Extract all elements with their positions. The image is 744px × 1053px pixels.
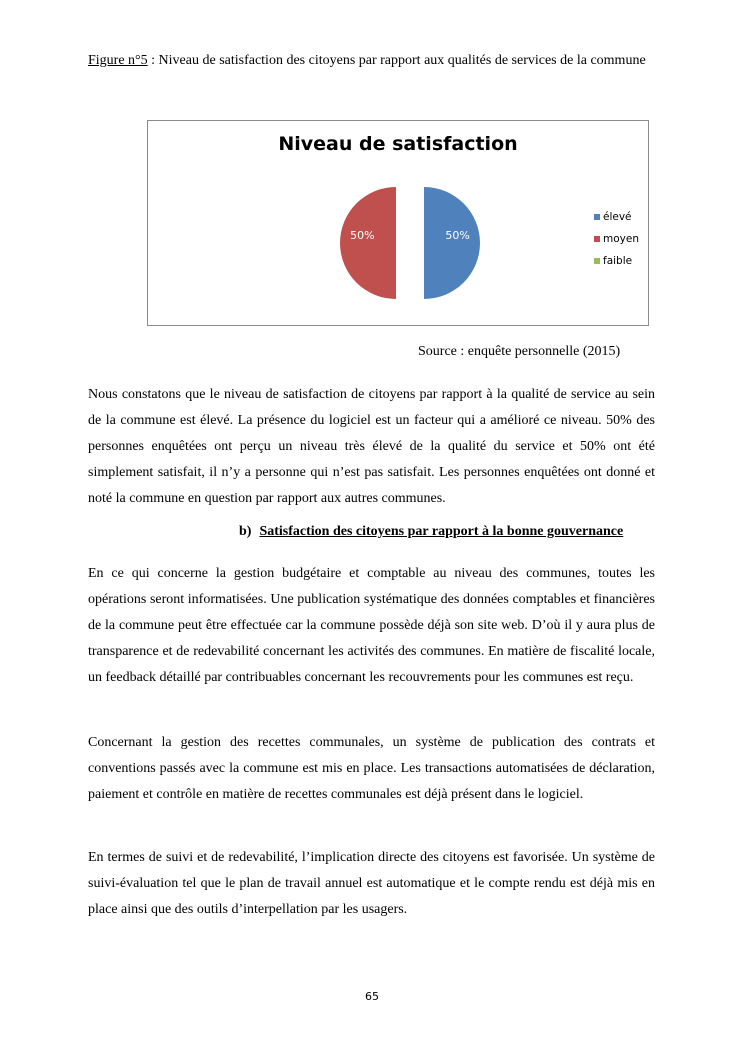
paragraph-budget: En ce qui concerne la gestion budgétaire et comptable au niveau des communes, toutes les opérations seront informatisées. Une publication systématique des données comptables et financières de la commune peut être effectuée car la commune possède déjà son site web. D’où il y aura plus de transparence et de redevabilité concernant les activités des communes. En matière de fiscalité locale, un feedback détaillé par contribuables concernant les recouvrements pour les communes est reçu. — [88, 566, 655, 685]
section-heading-text: Satisfaction des citoyens par rapport à la bonne gouvernance — [259, 524, 624, 539]
section-heading — [239, 524, 623, 540]
pie-data-label-1: 50% — [445, 229, 470, 242]
legend-label-1: élevé — [603, 211, 632, 223]
figure-caption — [88, 48, 655, 74]
pie-chart — [147, 120, 649, 326]
pie-chart-svg — [148, 121, 648, 325]
section-marker: b) — [239, 524, 252, 539]
paragraph-accountability: En termes de suivi et de redevabilité, l’implication directe des citoyens est favorisée. Un système de suivi-évaluation tel que le plan de travail annuel est automatique et le compte rendu est déjà mis en place ainsi que des outils d’interpellation par les usagers. — [88, 850, 655, 917]
legend-swatch-1 — [594, 214, 600, 220]
legend-swatch-3 — [594, 258, 600, 264]
pie-data-label-2: 50% — [350, 229, 375, 242]
pie-slice-2 — [340, 187, 396, 299]
figure-source: Source : enquête personnelle (2015) — [418, 344, 621, 359]
legend-label-3: faible — [603, 255, 633, 267]
legend-swatch-2 — [594, 236, 600, 242]
chart-title: Niveau de satisfaction — [278, 133, 518, 155]
page-number: 65 — [365, 990, 379, 1003]
figure-label: Figure n°5 — [88, 53, 148, 68]
paragraph-analysis: Nous constatons que le niveau de satisfaction de citoyens par rapport à la qualité de service au sein de la commune est élevé. La présence du logiciel est un facteur qui a amélioré ce niveau. 50% des personnes enquêtées ont perçu un niveau très élevé de la qualité du service et 50% ont été simplement satisfait, il n’y a personne qui n’est pas satisfait. Les personnes enquêtées ont donné et noté la commune en question par rapport aux autres communes. — [88, 387, 655, 506]
legend-label-2: moyen — [603, 233, 639, 245]
figure-caption-text: : Niveau de satisfaction des citoyens par rapport aux qualités de services de la commune — [147, 53, 646, 68]
paragraph-revenue: Concernant la gestion des recettes communales, un système de publication des contrats et conventions passés avec la commune est mis en place. Les transactions automatisées de déclaration, paiement et contrôle en matière de recettes communales est déjà présent dans le logiciel. — [88, 735, 655, 802]
pie-slice-1 — [424, 187, 480, 299]
